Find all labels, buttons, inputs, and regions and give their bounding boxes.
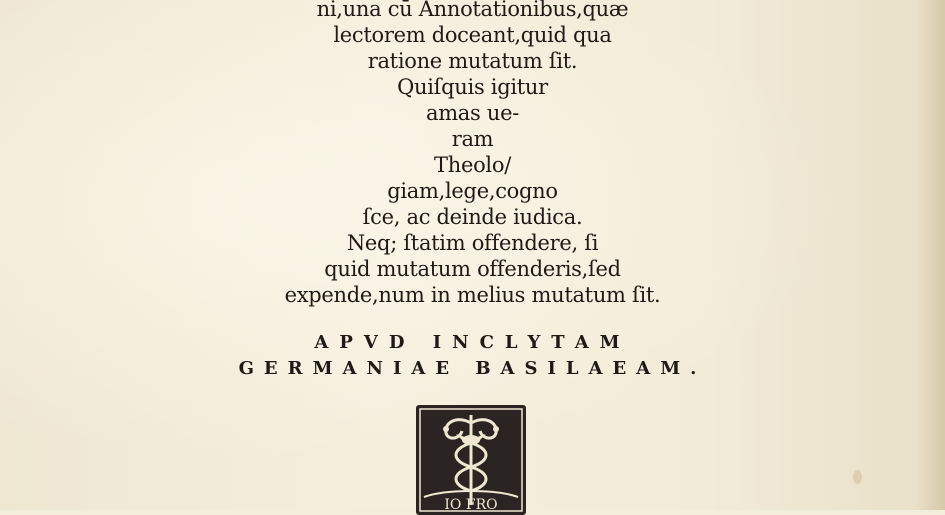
text-line: Theolo/	[434, 153, 511, 177]
text-line: ni,una cū Annotationibus,quæ	[316, 0, 629, 21]
printer-mark-text: IO FRO	[444, 497, 498, 513]
printer-device	[416, 405, 526, 515]
title-page-text	[200, 0, 745, 308]
paper-stain	[853, 470, 862, 484]
text-line: ram	[451, 127, 494, 151]
imprint-line-1: APVD INCLYTAM	[314, 332, 631, 353]
text-line: quid mutatum offenderis,ſed	[324, 257, 621, 281]
text-line: lectorem doceant,quid qua	[333, 23, 612, 47]
text-line: Neq; ſtatim offendere, ſi	[346, 231, 599, 255]
imprint-line-2: GERMANIAE BASILAEAM.	[238, 358, 707, 379]
text-line: Quiſquis igitur	[397, 75, 548, 99]
text-line: ſce, ac deinde iudica.	[362, 205, 583, 229]
page-edge-shadow	[915, 0, 945, 510]
text-line: giam,lege,cogno	[387, 179, 558, 203]
text-line: amas ue-	[425, 101, 520, 125]
caduceus-dove-printer-device-icon	[416, 405, 526, 515]
text-line: ratione mutatum ſit.	[367, 49, 578, 73]
text-line: expende,num in melius mutatum ſit.	[284, 283, 661, 307]
